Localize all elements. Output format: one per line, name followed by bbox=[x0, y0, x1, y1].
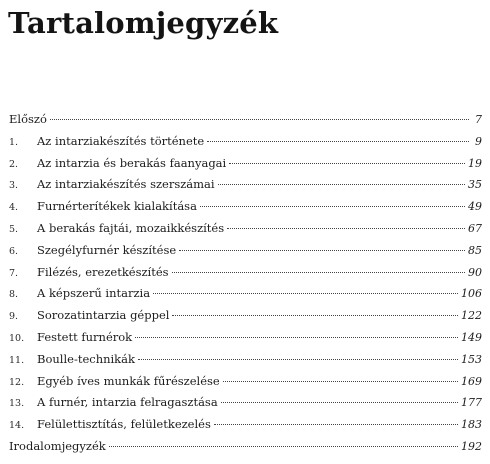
dot-leader bbox=[223, 381, 458, 382]
dot-leader bbox=[153, 293, 458, 294]
toc-page-number: 149 bbox=[461, 330, 482, 344]
toc-entry[interactable] bbox=[9, 156, 482, 178]
toc-entry-label: A képszerű intarzia bbox=[37, 286, 151, 301]
toc-entry-label: Irodalomjegyzék bbox=[9, 438, 106, 453]
toc-entry-label: Az intarziakészítés szerszámai bbox=[37, 177, 215, 192]
toc-entry[interactable] bbox=[9, 134, 482, 156]
toc-entry-label: Felülettisztítás, felületkezelés bbox=[37, 417, 211, 432]
toc-entry-label: A furnér, intarzia felragasztása bbox=[37, 395, 218, 410]
toc-page-number: 169 bbox=[461, 374, 482, 388]
dot-leader bbox=[227, 228, 465, 229]
dot-leader bbox=[50, 119, 469, 120]
toc-entry[interactable] bbox=[9, 417, 482, 439]
chapter-number: 6. bbox=[9, 245, 19, 257]
toc-page-number: 177 bbox=[461, 396, 482, 410]
toc-entry[interactable] bbox=[9, 374, 482, 396]
chapter-number: 5. bbox=[9, 223, 19, 235]
toc-entry[interactable] bbox=[9, 352, 482, 374]
toc-page-number: 85 bbox=[468, 243, 482, 257]
chapter-number: 13. bbox=[9, 398, 25, 410]
table-of-contents bbox=[9, 112, 482, 461]
dot-leader bbox=[138, 359, 458, 360]
toc-entry[interactable] bbox=[9, 395, 482, 417]
toc-page-number: 122 bbox=[461, 309, 482, 323]
dot-leader bbox=[135, 337, 458, 338]
toc-page-number: 35 bbox=[468, 178, 482, 192]
toc-page-number: 7 bbox=[475, 113, 482, 126]
toc-entry[interactable] bbox=[9, 177, 482, 199]
toc-page-number: 192 bbox=[461, 439, 482, 453]
toc-entry-label: Festett furnérok bbox=[37, 329, 133, 344]
dot-leader bbox=[200, 206, 465, 207]
toc-page-number: 153 bbox=[461, 352, 482, 366]
toc-entry-label: Boulle-technikák bbox=[37, 351, 135, 366]
toc-entry-preface[interactable] bbox=[9, 112, 482, 134]
toc-entry-bibliography[interactable] bbox=[9, 439, 482, 461]
dot-leader bbox=[229, 163, 465, 164]
dot-leader bbox=[172, 315, 458, 316]
chapter-number: 9. bbox=[9, 311, 19, 323]
toc-page-number: 90 bbox=[468, 265, 482, 279]
toc-entry-label: Szegélyfurnér készítése bbox=[37, 242, 177, 257]
toc-entry[interactable] bbox=[9, 308, 482, 330]
toc-entry[interactable] bbox=[9, 330, 482, 352]
chapter-number: 2. bbox=[9, 158, 19, 170]
toc-entry-label: A berakás fajtái, mozaikkészítés bbox=[37, 220, 225, 235]
dot-leader bbox=[214, 424, 458, 425]
toc-entry-label: Az intarzia és berakás faanyagai bbox=[37, 155, 227, 170]
toc-page-number: 19 bbox=[468, 156, 482, 170]
toc-entry[interactable] bbox=[9, 221, 482, 243]
dot-leader bbox=[221, 402, 458, 403]
dot-leader bbox=[109, 446, 458, 447]
toc-entry[interactable] bbox=[9, 243, 482, 265]
toc-page-number: 183 bbox=[461, 418, 482, 432]
toc-entry-label: Az intarziakészítés története bbox=[37, 133, 205, 148]
toc-entry[interactable] bbox=[9, 286, 482, 308]
dot-leader bbox=[218, 184, 465, 185]
chapter-number: 14. bbox=[9, 420, 25, 432]
chapter-number: 7. bbox=[9, 267, 19, 279]
chapter-number: 1. bbox=[9, 136, 19, 148]
dot-leader bbox=[172, 272, 465, 273]
toc-entry-label: Sorozatintarzia géppel bbox=[37, 308, 170, 323]
toc-entry-label: Furnérterítékek kialakítása bbox=[37, 199, 197, 214]
chapter-number: 12. bbox=[9, 376, 25, 388]
toc-page-number: 49 bbox=[468, 200, 482, 214]
chapter-number: 8. bbox=[9, 289, 19, 301]
chapter-number: 3. bbox=[9, 180, 19, 192]
chapter-number: 4. bbox=[9, 202, 19, 214]
chapter-number: 10. bbox=[9, 332, 25, 344]
page-title: Tartalomjegyzék bbox=[8, 6, 279, 40]
toc-page-number: 9 bbox=[475, 134, 482, 148]
toc-page-number: 67 bbox=[468, 221, 482, 235]
toc-entry-label: Egyéb íves munkák fűrészelése bbox=[37, 373, 220, 388]
toc-page-number: 106 bbox=[461, 287, 482, 301]
dot-leader bbox=[179, 250, 465, 251]
dot-leader bbox=[207, 141, 469, 142]
toc-entry-label: Filézés, erezetkészítés bbox=[37, 264, 169, 279]
toc-entry[interactable] bbox=[9, 265, 482, 287]
toc-entry[interactable] bbox=[9, 199, 482, 221]
toc-entry-label: Előszó bbox=[9, 112, 47, 126]
chapter-number: 11. bbox=[9, 354, 25, 366]
